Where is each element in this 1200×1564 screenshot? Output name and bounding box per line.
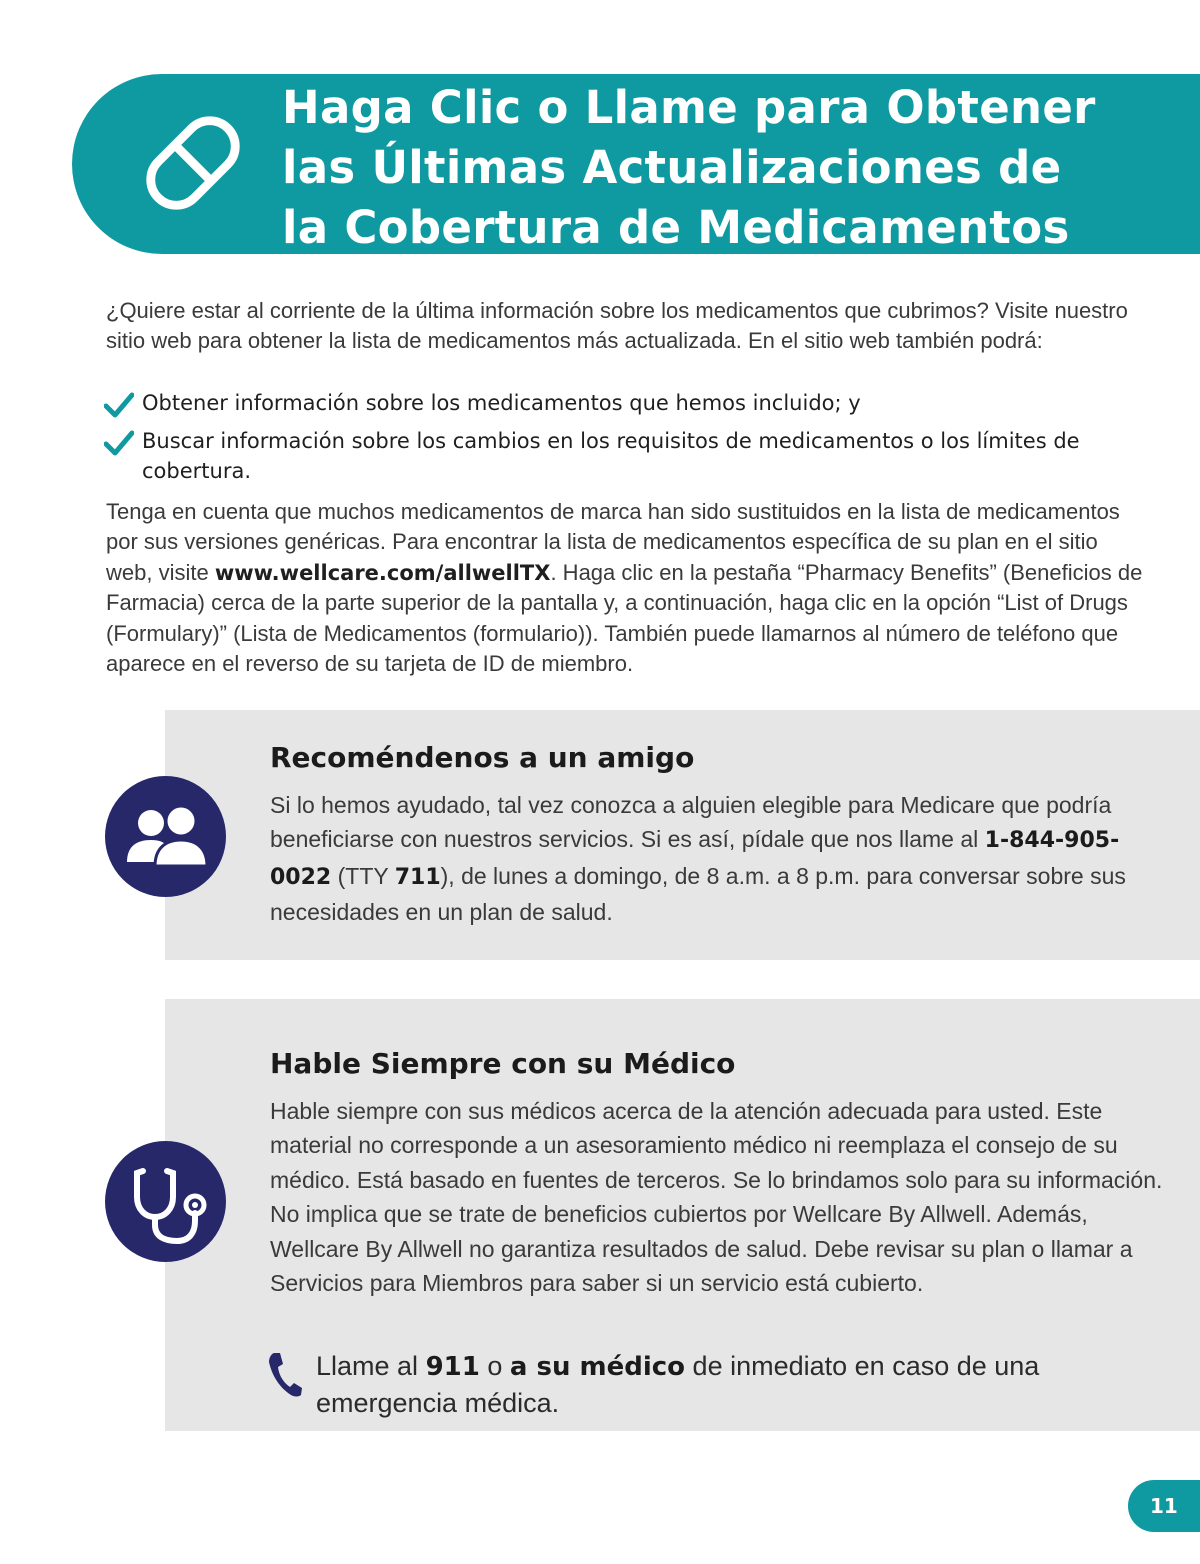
referral-icon-badge bbox=[105, 776, 226, 897]
emergency-number[interactable]: 911 bbox=[425, 1352, 480, 1382]
checklist-item bbox=[104, 426, 1164, 486]
people-icon bbox=[105, 776, 226, 897]
referral-tty[interactable]: 711 bbox=[394, 864, 441, 890]
emergency-text-1: Llame al bbox=[316, 1351, 426, 1381]
emergency-note bbox=[316, 1348, 1136, 1421]
checkmark-icon bbox=[104, 392, 134, 418]
emergency-text-2: o bbox=[479, 1351, 510, 1381]
phone-icon bbox=[266, 1350, 304, 1398]
checklist-item-text: Obtener información sobre los medicamentos que hemos incluido; y bbox=[142, 391, 861, 415]
title-line-2: las Últimas Actualizaciones de bbox=[282, 141, 1062, 194]
checklist bbox=[104, 388, 1164, 494]
emergency-text-3: de inmediato en caso de una emergencia médica. bbox=[316, 1351, 1040, 1418]
referral-text-2: (TTY bbox=[331, 862, 395, 889]
intro-paragraph: ¿Quiere estar al corriente de la última información sobre los medicamentos que cubrimos? Visite nuestro sitio web para obtener la lista de medicamentos más actualizada. En el sitio web también podrá: bbox=[106, 298, 1128, 353]
title-line-3: la Cobertura de Medicamentos bbox=[282, 201, 1070, 254]
page-title bbox=[282, 78, 1182, 258]
referral-text-1: Si lo hemos ayudado, tal vez conozca a alguien elegible para Medicare que podría beneficiarse con nuestros servicios. Si es así, pídale que nos llame al bbox=[270, 792, 1112, 853]
page-number: 11 bbox=[1128, 1480, 1200, 1532]
website-link[interactable]: www.wellcare.com/allwellTX bbox=[214, 560, 551, 585]
title-line-1: Haga Clic o Llame para Obtener bbox=[282, 81, 1096, 134]
checklist-item-text: Buscar información sobre los cambios en los requisitos de medicamentos o los límites de cobertura. bbox=[142, 429, 1080, 483]
note-text-2: . Haga clic en la pestaña “Pharmacy Benefits” (Beneficios de Farmacia) cerca de la parte superior de la pantalla y, a continuación, haga clic en la opción “List of Drugs (Formulary)” (Lista de Medicamentos (formulario)). También puede llamarnos al número de teléfono que aparece en el reverso de su tarjeta de ID de miembro. bbox=[106, 559, 1143, 677]
formulary-note bbox=[106, 497, 1146, 679]
referral-text bbox=[270, 788, 1170, 930]
pill-capsule-icon bbox=[134, 104, 252, 222]
stethoscope-icon bbox=[105, 1141, 226, 1262]
checklist-item bbox=[104, 388, 1164, 418]
referral-title: Recoméndenos a un amigo bbox=[270, 741, 695, 774]
referral-phone[interactable]: 1-844-905-0022 bbox=[270, 828, 1120, 890]
referral-text-3: ), de lunes a domingo, de 8 a.m. a 8 p.m. para conversar sobre sus necesidades en un plan de salud. bbox=[270, 862, 1126, 926]
doctor-icon-badge bbox=[105, 1141, 226, 1262]
note-text-1: Tenga en cuenta que muchos medicamentos de marca han sido sustituidos en la lista de medicamentos por sus versiones genéricas. Para encontrar la lista de medicamentos específica de su plan en el sitio web, visite bbox=[106, 499, 1120, 585]
doctor-title: Hable Siempre con su Médico bbox=[270, 1047, 736, 1080]
checkmark-icon bbox=[104, 430, 134, 456]
doctor-text: Hable siempre con sus médicos acerca de la atención adecuada para usted. Este material no corresponde a un asesoramiento médico ni reemplaza el consejo de su médico. Está basado en fuentes de terceros. Se lo brindamos solo para su información. No implica que se trate de beneficios cubiertos por Wellcare By Allwell. Además, Wellcare By Allwell no garantiza resultados de salud. Debe revisar su plan o llamar a Servicios para Miembros para saber si un servicio está cubierto. bbox=[270, 1098, 1163, 1297]
emergency-doctor: a su médico bbox=[509, 1352, 686, 1382]
